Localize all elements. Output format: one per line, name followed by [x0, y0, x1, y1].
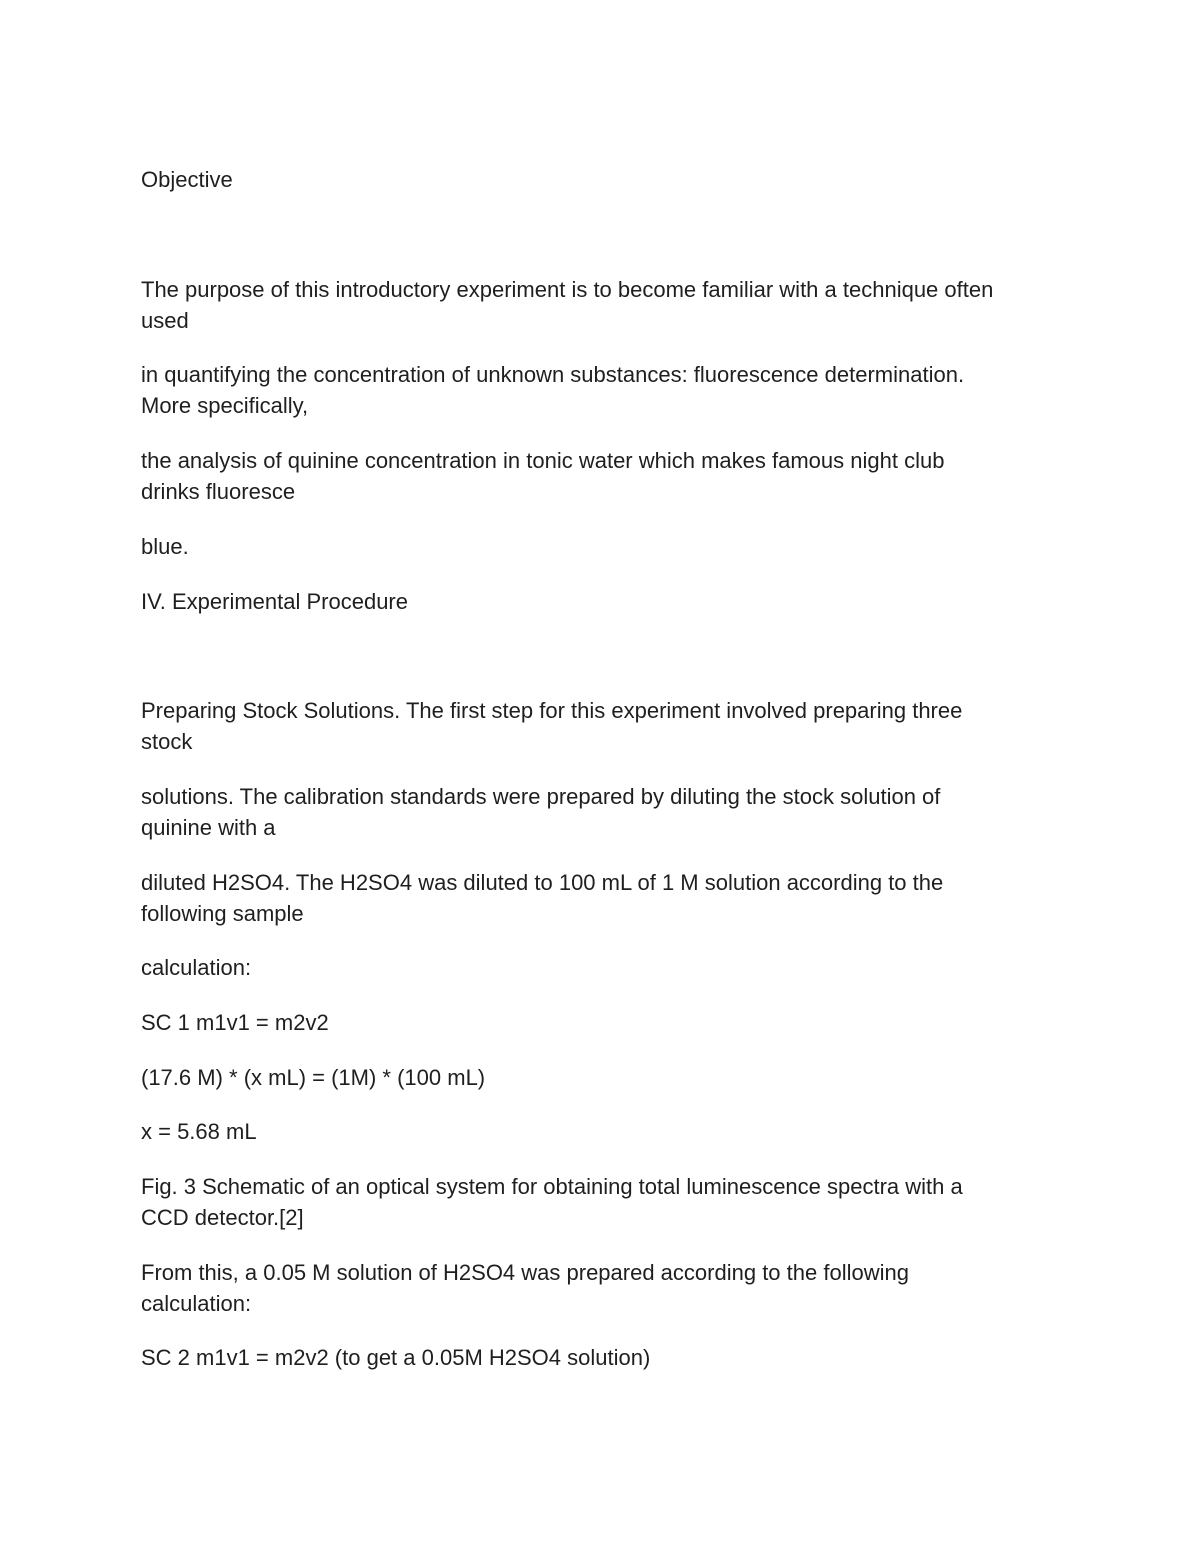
equation-sc1: SC 1 m1v1 = m2v2 — [141, 1010, 329, 1035]
paragraph-dilute-h2so4: From this, a 0.05 M solution of H2SO4 was prepared according to the following calculation: — [141, 1260, 909, 1316]
heading-objective: Objective — [141, 167, 233, 192]
equation-result: x = 5.68 mL — [141, 1119, 257, 1144]
paragraph-quantifying: in quantifying the concentration of unknown substances: fluorescence determination. More specifically, — [141, 362, 965, 418]
figure-caption: Fig. 3 Schematic of an optical system for obtaining total luminescence spectra with a CCD detector.[2] — [141, 1174, 963, 1230]
paragraph-blue: blue. — [141, 534, 189, 559]
equation-sc2: SC 2 m1v1 = m2v2 (to get a 0.05M H2SO4 solution) — [141, 1345, 651, 1370]
paragraph-dilution: diluted H2SO4. The H2SO4 was diluted to 100 mL of 1 M solution according to the following sample — [141, 870, 944, 926]
paragraph-quinine-analysis: the analysis of quinine concentration in tonic water which makes famous night club drinks fluoresce — [141, 448, 945, 504]
heading-experimental-procedure: IV. Experimental Procedure — [141, 589, 408, 614]
paragraph-purpose: The purpose of this introductory experiment is to become familiar with a technique often used — [141, 277, 994, 333]
paragraph-calculation-label: calculation: — [141, 955, 252, 980]
paragraph-calibration: solutions. The calibration standards were prepared by diluting the stock solution of quinine with a — [141, 784, 941, 840]
equation-substitution: (17.6 M) * (x mL) = (1M) * (100 mL) — [141, 1065, 486, 1090]
paragraph-stock-solutions: Preparing Stock Solutions. The first step for this experiment involved preparing three stock — [141, 698, 963, 754]
